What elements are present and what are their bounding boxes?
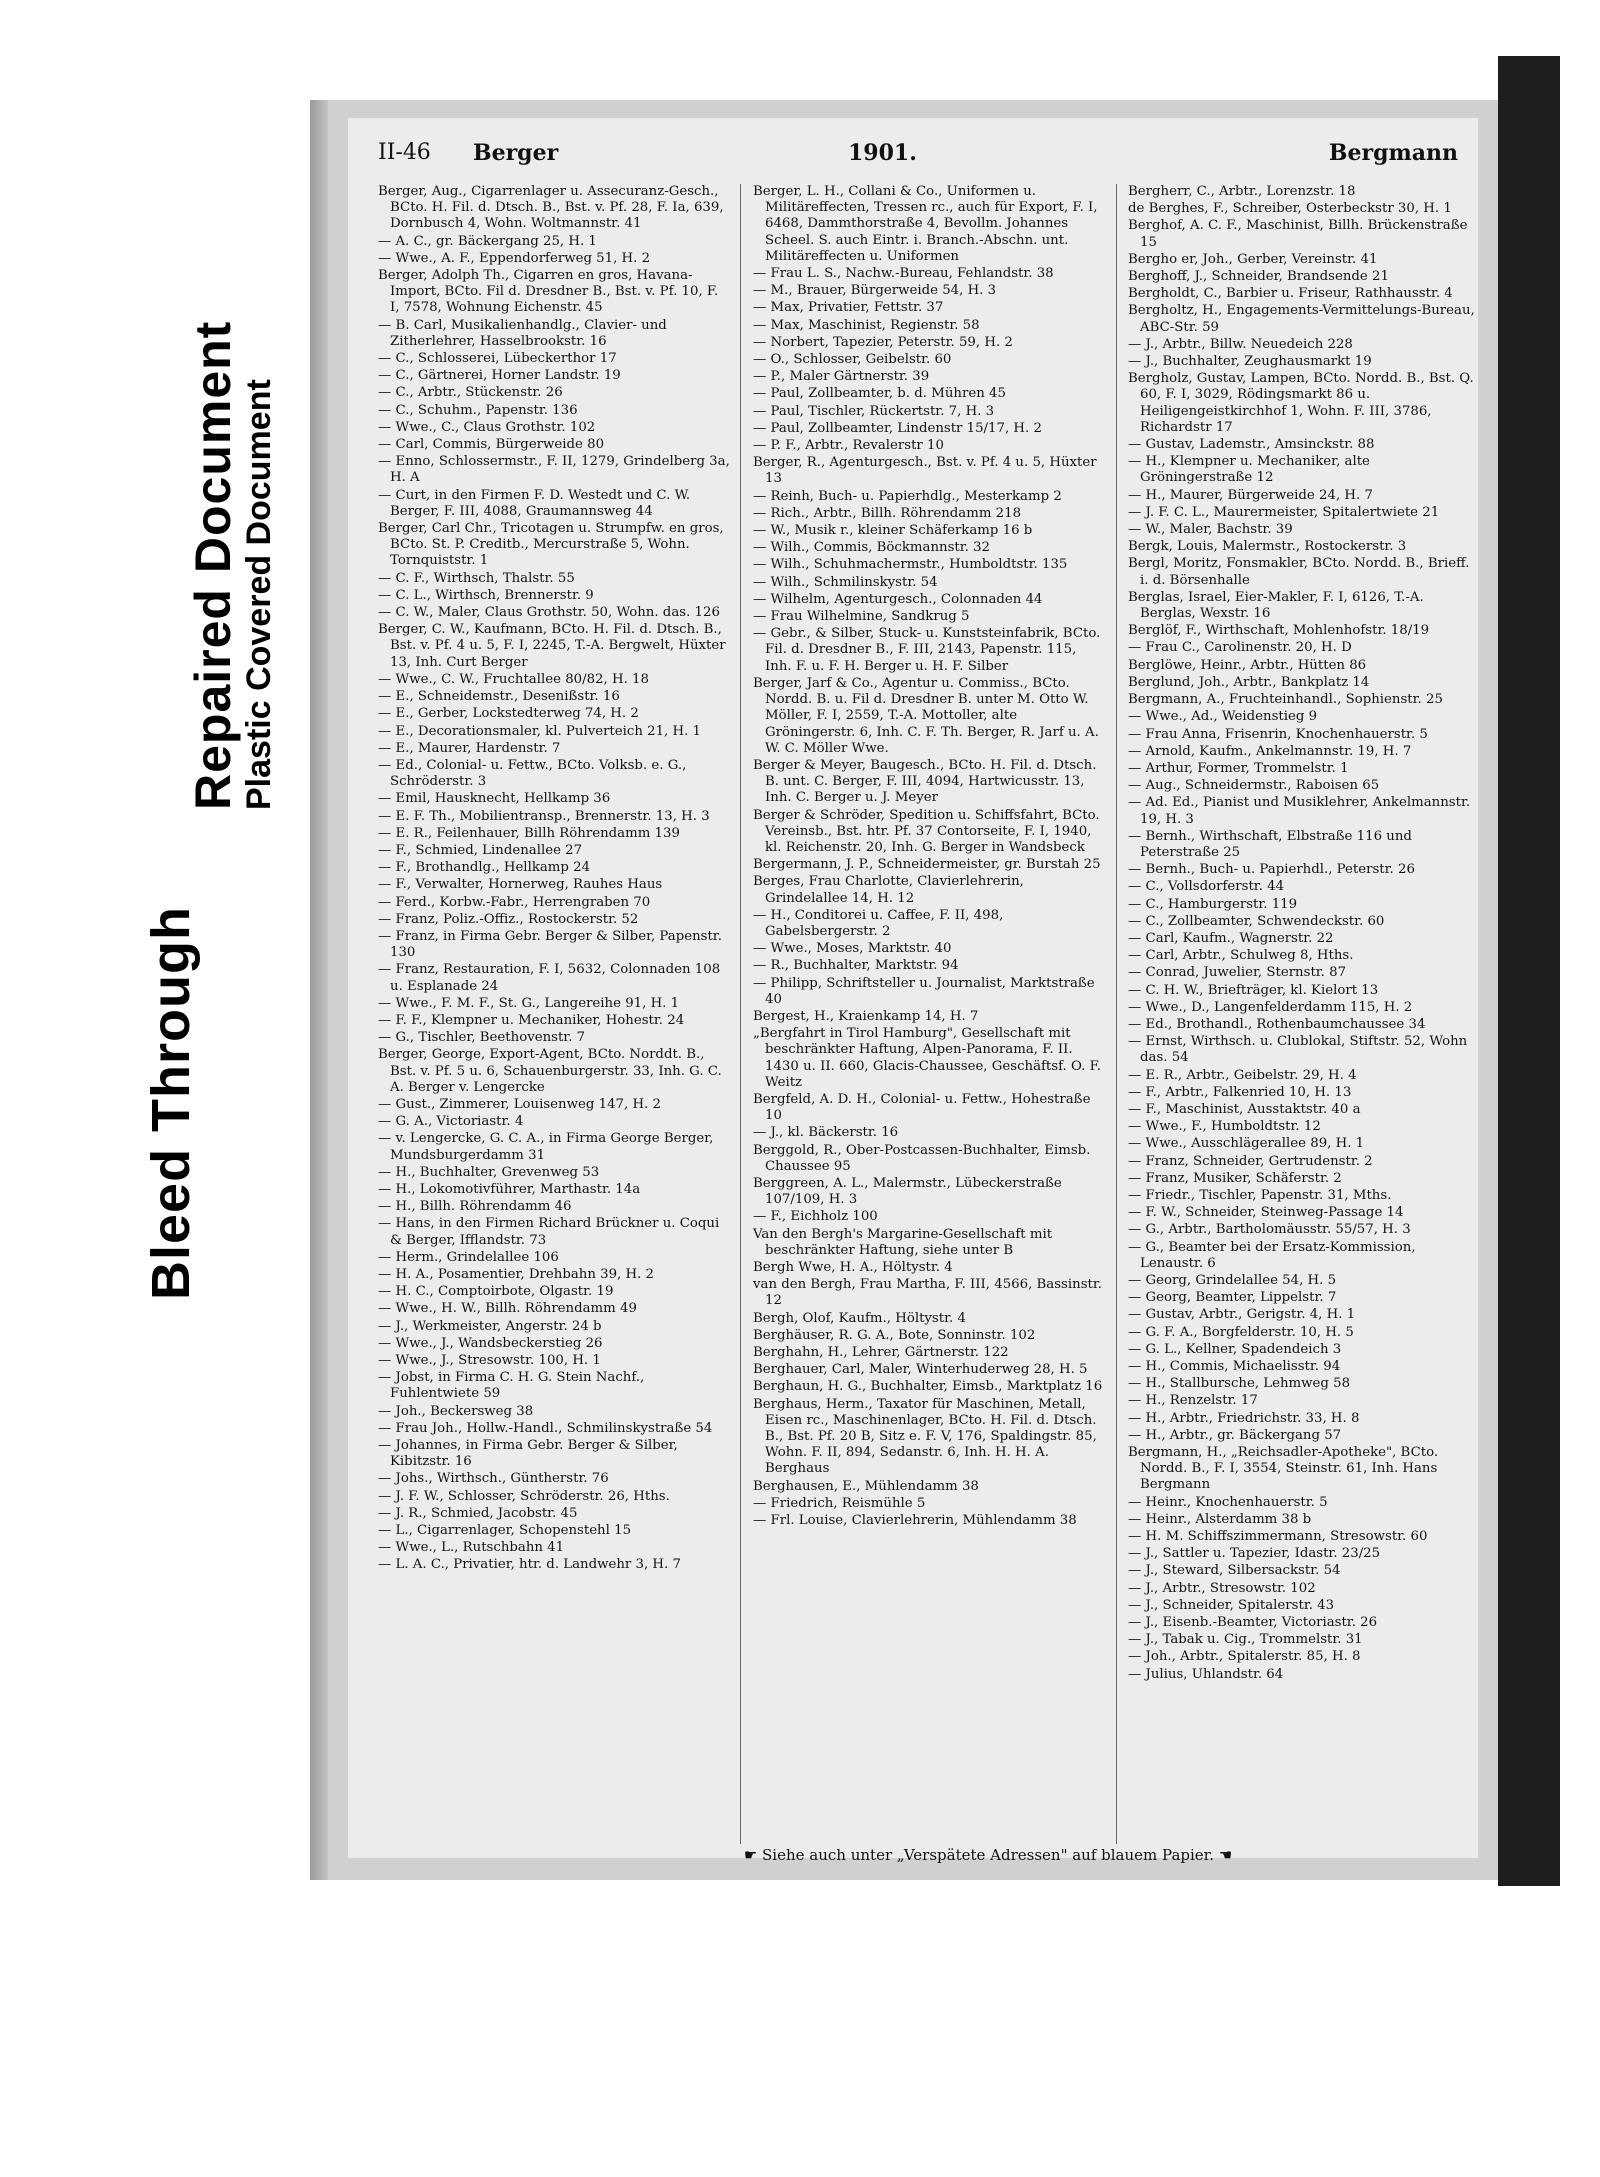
- column-divider: [1116, 184, 1117, 1844]
- bleed-through-label: Bleed Through: [141, 906, 201, 1300]
- directory-entry: — Wwe., Ausschlägerallee 89, H. 1: [1128, 1136, 1365, 1152]
- directory-entry: Berger, C. W., Kaufmann, BCto. H. Fil. d. Dtsch. B., Bst. v. Pf. 4 u. 5, F. I, 2245, T.-A. Bergwelt, Hüxter 13, Inh. Curt Berger: [378, 622, 726, 670]
- directory-entry: — Frl. Louise, Clavierlehrerin, Mühlendamm 38: [753, 1513, 1077, 1529]
- directory-entry: — Friedrich, Reismühle 5: [753, 1495, 926, 1511]
- directory-entry: — Arthur, Former, Trommelstr. 1: [1128, 760, 1349, 776]
- directory-entry: — H. M. Schiffszimmermann, Stresowstr. 60: [1128, 1529, 1428, 1545]
- directory-entry: — Wwe., J., Stresowstr. 100, H. 1: [378, 1353, 601, 1369]
- directory-entry: — Herm., Grindelallee 106: [378, 1249, 559, 1265]
- directory-entry: Berges, Frau Charlotte, Clavierlehrerin, Grindelallee 14, H. 12: [753, 874, 1024, 906]
- directory-entry: — H., Arbtr., gr. Bäckergang 57: [1128, 1427, 1342, 1443]
- directory-entry: — Wwe., L., Rutschbahn 41: [378, 1540, 565, 1556]
- directory-entry: — v. Lengercke, G. C. A., in Firma George Berger, Mundsburgerdamm 31: [378, 1131, 714, 1163]
- directory-entry: — Philipp, Schriftsteller u. Journalist, Marktstraße 40: [753, 975, 1095, 1007]
- directory-entry: Berghahn, H., Lehrer, Gärtnerstr. 122: [753, 1345, 1009, 1361]
- directory-entry: — Wwe., D., Langenfelderdamm 115, H. 2: [1128, 999, 1413, 1015]
- directory-entry: — Heinr., Alsterdamm 38 b: [1128, 1511, 1312, 1527]
- directory-entry: Bergmann, A., Fruchteinhandl., Sophienstr. 25: [1128, 692, 1443, 708]
- directory-entry: — H., Maurer, Bürgerweide 24, H. 7: [1128, 487, 1373, 503]
- directory-entry: — Carl, Commis, Bürgerweide 80: [378, 437, 605, 453]
- directory-entry: — Gebr., & Silber, Stuck- u. Kunststeinfabrik, BCto. Fil. d. Dresdner B., F. III, 2143, Papenstr. 115, Inh. F. u. F. H. Berger u. H. F. Silber: [753, 626, 1101, 674]
- directory-entry: — Frau Anna, Frisenrin, Knochenhauerstr. 5: [1128, 726, 1428, 742]
- directory-entry: — Paul, Tischler, Rückertstr. 7, H. 3: [753, 403, 995, 419]
- directory-entry: Bergk, Louis, Malermstr., Rostockerstr. 3: [1128, 539, 1407, 555]
- directory-entry: — P., Maler Gärtnerstr. 39: [753, 369, 930, 385]
- directory-entry: — H., Lokomotivführer, Marthastr. 14a: [378, 1181, 641, 1197]
- directory-entry: Berglund, Joh., Arbtr., Bankplatz 14: [1128, 674, 1370, 690]
- directory-entry: — B. Carl, Musikalienhandlg., Clavier- und Zitherlehrer, Hasselbrookstr. 16: [378, 317, 667, 349]
- directory-entry: — Wilh., Schmilinskystr. 54: [753, 574, 938, 590]
- directory-entry: — Ed., Brothandl., Rothenbaumchaussee 34: [1128, 1016, 1426, 1032]
- directory-entry: — J., Steward, Silbersackstr. 54: [1128, 1563, 1341, 1579]
- directory-entry: — Wwe., H. W., Billh. Röhrendamm 49: [378, 1301, 637, 1317]
- directory-entry: Bergholz, Gustav, Lampen, BCto. Nordd. B., Bst. Q. 60, F. I, 3029, Rödingsmarkt 86 u. Heiligengeistkirchhof 1, Wohn. F. III, 3786, Richardstr 17: [1128, 371, 1474, 435]
- directory-entry: — C., Zollbeamter, Schwendeckstr. 60: [1128, 913, 1385, 929]
- directory-entry: — J., Schneider, Spitalerstr. 43: [1128, 1597, 1335, 1613]
- page-footer-note: ☛ Siehe auch unter „Verspätete Adressen" auf blauem Papier. ☚: [743, 1846, 1233, 1864]
- directory-entry: — R., Buchhalter, Marktstr. 94: [753, 958, 959, 974]
- directory-entry: Bergh, Olof, Kaufm., Höltystr. 4: [753, 1310, 966, 1326]
- directory-entry: — Wwe., Ad., Weidenstieg 9: [1128, 709, 1318, 725]
- side-labels: [130, 300, 290, 1340]
- directory-entry: — E., Schneidemstr., Desenißstr. 16: [378, 689, 620, 705]
- directory-entry: — Carl, Arbtr., Schulweg 8, Hths.: [1128, 948, 1354, 964]
- directory-entry: — C., Arbtr., Stückenstr. 26: [378, 385, 563, 401]
- directory-entry: — Gustav, Arbtr., Gerigstr. 4, H. 1: [1128, 1307, 1356, 1323]
- directory-entry: — H. C., Comptoirbote, Olgastr. 19: [378, 1284, 614, 1300]
- repaired-document-label: Repaired Document: [185, 320, 241, 810]
- directory-entry: — F., Maschinist, Ausstaktstr. 40 a: [1128, 1101, 1361, 1117]
- directory-entry: — Joh., Beckersweg 38: [378, 1403, 534, 1419]
- directory-entry: Bergest, H., Kraienkamp 14, H. 7: [753, 1008, 979, 1024]
- directory-entry: — E. F. Th., Mobilientransp., Brennerstr. 13, H. 3: [378, 808, 710, 824]
- directory-entry: Berghof, A. C. F., Maschinist, Billh. Brückenstraße 15: [1128, 218, 1468, 250]
- directory-entry: — Georg, Grindelallee 54, H. 5: [1128, 1273, 1337, 1288]
- directory-entry: Berger & Meyer, Baugesch., BCto. H. Fil. d. Dtsch. B. unt. C. Berger, F. III, 4094, Hartwicusstr. 13, Inh. C. Berger u. J. Meyer: [753, 757, 1097, 806]
- directory-entry: — Aug., Schneidermstr., Raboisen 65: [1128, 778, 1380, 794]
- directory-entry: — G. F. A., Borgfelderstr. 10, H. 5: [1128, 1324, 1354, 1340]
- directory-entry: Bergl, Moritz, Fonsmakler, BCto. Nordd. B., Brieff. i. d. Börsenhalle: [1128, 556, 1470, 588]
- directory-entry: Berghausen, E., Mühlendamm 38: [753, 1478, 979, 1494]
- left-catchword: Berger: [473, 140, 559, 166]
- directory-entry: — Ferd., Korbw.-Fabr., Herrengraben 70: [378, 894, 651, 910]
- directory-page: [348, 118, 1478, 1864]
- directory-entry: — C., Gärtnerei, Horner Landstr. 19: [378, 368, 621, 384]
- directory-entry: Bergermann, J. P., Schneidermeister, gr. Burstah 25: [753, 857, 1101, 873]
- directory-entry: — Wwe., F., Humboldtstr. 12: [1128, 1119, 1321, 1135]
- directory-entry: — H., Klempner u. Mechaniker, alte Gröningerstraße 12: [1128, 454, 1370, 486]
- directory-entry: Van den Bergh's Margarine-Gesellschaft mit beschränkter Haftung, siehe unter B: [753, 1226, 1053, 1258]
- directory-entry: — Franz, Schneider, Gertrudenstr. 2: [1128, 1153, 1373, 1169]
- directory-entry: — Rich., Arbtr., Billh. Röhrendamm 218: [753, 505, 1022, 521]
- directory-entry: „Bergfahrt in Tirol Hamburg", Gesellschaft mit beschränkter Haftung, Alpen-Panorama, F. II. 1430 u. II. 660, Glacis-Chaussee, Geschäftsf. O. F. Weitz: [753, 1026, 1101, 1090]
- directory-entry: — Wwe., A. F., Eppendorferweg 51, H. 2: [378, 250, 651, 266]
- directory-entry: — H., Commis, Michaelisstr. 94: [1128, 1359, 1341, 1375]
- directory-entry: — Frau C., Carolinenstr. 20, H. D: [1128, 640, 1352, 656]
- directory-entry: Berggold, R., Ober-Postcassen-Buchhalter, Eimsb. Chaussee 95: [753, 1142, 1091, 1174]
- directory-entry: — Paul, Zollbeamter, b. d. Mühren 45: [753, 386, 1006, 402]
- directory-entry: Berger, R., Agenturgesch., Bst. v. Pf. 4 u. 5, Hüxter 13: [753, 455, 1097, 487]
- directory-entry: — Paul, Zollbeamter, Lindenstr 15/17, H. 2: [753, 420, 1042, 436]
- directory-entry: — G., Arbtr., Bartholomäusstr. 55/57, H. 3: [1128, 1222, 1411, 1238]
- directory-entry: Berghäuser, R. G. A., Bote, Sonninstr. 102: [753, 1327, 1036, 1343]
- directory-entry: — E. R., Feilenhauer, Billh Röhrendamm 139: [378, 825, 680, 841]
- directory-entry: — Hans, in den Firmen Richard Brückner u. Coqui & Berger, Ifflandstr. 73: [378, 1216, 720, 1248]
- directory-entry: — Max, Maschinist, Regienstr. 58: [753, 317, 980, 333]
- directory-entry: Bergfeld, A. D. H., Colonial- u. Fettw., Hohestraße 10: [753, 1091, 1091, 1124]
- directory-entry: — J., kl. Bäckerstr. 16: [753, 1125, 899, 1141]
- directory-entry: — W., Musik r., kleiner Schäferkamp 16 b: [753, 523, 1033, 539]
- directory-entry: — Bernh., Buch- u. Papierhdl., Peterstr. 26: [1128, 862, 1415, 878]
- directory-entry: — H. A., Posamentier, Drehbahn 39, H. 2: [378, 1267, 655, 1282]
- directory-entry: — Arnold, Kaufm., Ankelmannstr. 19, H. 7: [1128, 743, 1412, 759]
- directory-entry: — H., Stallbursche, Lehmweg 58: [1128, 1376, 1351, 1392]
- directory-entry: — Emil, Hausknecht, Hellkamp 36: [378, 791, 611, 807]
- directory-entry: — Franz, Poliz.-Offiz., Rostockerstr. 52: [378, 911, 639, 927]
- directory-entry: — Ad. Ed., Pianist und Musiklehrer, Ankelmannstr. 19, H. 3: [1128, 795, 1471, 827]
- page-number: II-46: [378, 140, 431, 165]
- column-divider: [740, 184, 741, 1844]
- directory-entry: — Jobst, in Firma C. H. G. Stein Nachf., Fuhlentwiete 59: [378, 1370, 645, 1402]
- directory-entry: de Berghes, F., Schreiber, Osterbeckstr 30, H. 1: [1128, 201, 1452, 217]
- directory-entry: Berger, Carl Chr., Tricotagen u. Strumpfw. en gros, BCto. St. P. Creditb., Mercurstraße 5, Wohn. Tornquiststr. 1: [378, 521, 724, 569]
- directory-entry: — C., Schlosserei, Lübeckerthor 17: [378, 351, 617, 367]
- directory-entry: — G., Beamter bei der Ersatz-Kommission, Lenaustr. 6: [1128, 1239, 1416, 1271]
- directory-entry: — Bernh., Wirthschaft, Elbstraße 116 und Peterstraße 25: [1128, 828, 1412, 860]
- directory-entry: Bergholdt, C., Barbier u. Friseur, Rathhausstr. 4: [1128, 286, 1453, 302]
- directory-entry: — Heinr., Knochenhauerstr. 5: [1128, 1494, 1328, 1510]
- directory-entry: van den Bergh, Frau Martha, F. III, 4566, Bassinstr. 12: [753, 1277, 1102, 1309]
- directory-entry: — O., Schlosser, Geibelstr. 60: [753, 352, 952, 368]
- directory-entry: — Ed., Colonial- u. Fettw., BCto. Volksb. e. G., Schröderstr. 3: [378, 757, 687, 790]
- directory-entry: — J., Tabak u. Cig., Trommelstr. 31: [1128, 1632, 1363, 1648]
- directory-entry: — G. A., Victoriastr. 4: [378, 1114, 524, 1130]
- directory-entry: — Wwe., J., Wandsbeckerstieg 26: [378, 1335, 603, 1351]
- directory-entry: — Carl, Kaufm., Wagnerstr. 22: [1128, 930, 1334, 946]
- directory-entry: — H., Billh. Röhrendamm 46: [378, 1199, 572, 1215]
- directory-entry: — J. F. C. L., Maurermeister, Spitalertwiete 21: [1128, 504, 1440, 520]
- directory-entry: Berghaus, Herm., Taxator für Maschinen, Metall, Eisen rc., Maschinenlager, BCto. H. Fil. d. Dtsch. B., Bst. Pf. 20 B, Sitz e. F. V, 176, Spaldingstr. 85, Wohn. F. II, 894, Sedanstr. 6, Inh. H. H. A. Berghaus: [753, 1396, 1097, 1477]
- directory-entry: — Frau Wilhelmine, Sandkrug 5: [753, 609, 970, 625]
- directory-entry: — J., Eisenb.-Beamter, Victoriastr. 26: [1128, 1615, 1378, 1631]
- directory-entry: — Wilhelm, Agenturgesch., Colonnaden 44: [753, 591, 1043, 607]
- directory-entry: — Norbert, Tapezier, Peterstr. 59, H. 2: [753, 334, 1013, 350]
- plastic-covered-label: Plastic Covered Document: [240, 379, 278, 810]
- directory-entry: — Enno, Schlossermstr., F. II, 1279, Grindelberg 3a, H. A: [378, 454, 730, 486]
- directory-entry: — Gustav, Lademstr., Amsinckstr. 88: [1128, 437, 1375, 453]
- directory-entry: — C. H. W., Briefträger, kl. Kielort 13: [1128, 982, 1379, 998]
- directory-entry: — J. F. W., Schlosser, Schröderstr. 26, Hths.: [378, 1488, 670, 1504]
- directory-entry: — Max, Privatier, Fettstr. 37: [753, 300, 944, 316]
- directory-entry: — F., Brothandlg., Hellkamp 24: [378, 860, 591, 876]
- directory-entry: — Georg, Beamter, Lippelstr. 7: [1128, 1290, 1337, 1306]
- directory-entry: — Friedr., Tischler, Papenstr. 31, Mths.: [1128, 1187, 1392, 1203]
- directory-entry: Berger, L. H., Collani & Co., Uniformen u. Militäreffecten, Tressen rc., auch für Export, F. I, 6468, Dammthorstraße 4, Bevollm. Johannes Scheel. S. auch Eintr. i. Branch.-Abschn. unt. Militäreffecten u. Uniformen: [753, 184, 1098, 264]
- directory-entry: Berglas, Israel, Eier-Makler, F. I, 6126, T.-A. Berglas, Wexstr. 16: [1128, 589, 1424, 622]
- directory-entry: — Frau L. S., Nachw.-Bureau, Fehlandstr. 38: [753, 266, 1054, 282]
- directory-entry: — J., Arbtr., Stresowstr. 102: [1128, 1580, 1316, 1596]
- right-catchword: Bergmann: [1328, 140, 1458, 166]
- directory-entry: — Curt, in den Firmen F. D. Westedt und C. W. Berger, F. III, 4088, Graumannsweg 44: [378, 487, 691, 519]
- directory-entry: — F., Arbtr., Falkenried 10, H. 13: [1128, 1084, 1352, 1100]
- directory-entry: Berglöf, F., Wirthschaft, Mohlenhofstr. 18/19: [1128, 623, 1430, 639]
- directory-entry: Berghauer, Carl, Maler, Winterhuderweg 28, H. 5: [753, 1362, 1088, 1378]
- directory-entry: — Wwe., C., Claus Grothstr. 102: [378, 419, 596, 435]
- right-column: [1128, 184, 1480, 1684]
- directory-entry: — C., Hamburgerstr. 119: [1128, 896, 1298, 912]
- directory-entry: — E., Maurer, Hardenstr. 7: [378, 740, 561, 756]
- middle-column: [753, 184, 1105, 1530]
- directory-entry: — H., Renzelstr. 17: [1128, 1393, 1258, 1409]
- directory-entry: — J., Arbtr., Billw. Neuedeich 228: [1128, 336, 1353, 352]
- page-binding: [310, 100, 328, 1880]
- directory-entry: — H., Buchhalter, Grevenweg 53: [378, 1164, 600, 1180]
- directory-entry: Berglöwe, Heinr., Arbtr., Hütten 86: [1128, 657, 1367, 673]
- directory-entry: — H., Conditorei u. Caffee, F. II, 498, Gabelsbergerstr. 2: [753, 907, 1004, 939]
- directory-entry: — J., Werkmeister, Angerstr. 24 b: [378, 1318, 602, 1334]
- directory-entry: — F., Schmied, Lindenallee 27: [378, 842, 583, 858]
- directory-entry: — Wwe., Moses, Marktstr. 40: [753, 941, 952, 957]
- directory-entry: — E., Gerber, Lockstedterweg 74, H. 2: [378, 706, 639, 722]
- directory-entry: — C., Schuhm., Papenstr. 136: [378, 402, 578, 418]
- directory-entry: — C. F., Wirthsch, Thalstr. 55: [378, 570, 575, 586]
- directory-entry: Berger, Aug., Cigarrenlager u. Assecuranz-Gesch., BCto. H. Fil. d. Dtsch. B., Bst. v. Pf. 28, F. Ia, 639, Dornbusch 4, Wohn. Woltmannstr. 41: [378, 184, 724, 232]
- directory-entry: — Johannes, in Firma Gebr. Berger & Silber, Kibitzstr. 16: [378, 1438, 678, 1470]
- directory-entry: Berger, Jarf & Co., Agentur u. Commiss., BCto. Nordd. B. u. Fil d. Dresdner B. unter M. Otto W. Möller, F. I, 2559, T.-A. Mottoller, alte Gröningerstr. 6, Inh. C. F. Th. Berger, R. Jarf u. A. W. C. Möller Wwe.: [753, 675, 1099, 756]
- directory-entry: — F. F., Klempner u. Mechaniker, Hohestr. 24: [378, 1012, 685, 1028]
- directory-entry: — C., Vollsdorferstr. 44: [1128, 879, 1285, 895]
- directory-entry: — F., Verwalter, Hornerweg, Rauhes Haus: [378, 877, 663, 893]
- directory-entry: — Wilh., Schuhmachermstr., Humboldtstr. 135: [753, 557, 1068, 573]
- directory-entry: Bergho er, Joh., Gerber, Vereinstr. 41: [1128, 251, 1378, 267]
- directory-entry: — Julius, Uhlandstr. 64: [1128, 1666, 1284, 1682]
- directory-entry: — Wilh., Commis, Böckmannstr. 32: [753, 540, 991, 556]
- directory-entry: — M., Brauer, Bürgerweide 54, H. 3: [753, 283, 997, 299]
- directory-entry: — Wwe., F. M. F., St. G., Langereihe 91, H. 1: [378, 995, 680, 1011]
- left-column: [378, 184, 730, 1575]
- scan-edge-shadow: [1498, 56, 1560, 1886]
- directory-entry: — Franz, in Firma Gebr. Berger & Silber, Papenstr. 130: [378, 928, 722, 961]
- directory-entry: — F., Eichholz 100: [753, 1209, 878, 1225]
- directory-entry: — J., Buchhalter, Zeughausmarkt 19: [1128, 354, 1372, 370]
- directory-entry: Bergmann, H., „Reichsadler-Apotheke", BCto. Nordd. B., F. I, 3554, Steinstr. 61, Inh. Hans Bergmann: [1128, 1445, 1439, 1493]
- directory-entry: — Frau Joh., Hollw.-Handl., Schmilinskystraße 54: [378, 1420, 713, 1436]
- directory-entry: — Franz, Musiker, Schäferstr. 2: [1128, 1170, 1342, 1186]
- directory-entry: — C. W., Maler, Claus Grothstr. 50, Wohn. das. 126: [378, 605, 720, 621]
- directory-entry: — Gust., Zimmerer, Louisenweg 147, H. 2: [378, 1096, 661, 1112]
- directory-entry: — P. F., Arbtr., Revalerstr 10: [753, 438, 944, 454]
- directory-entry: Berger, Adolph Th., Cigarren en gros, Havana-Import, BCto. Fil d. Dresdner B., Bst. v. Pf. 10, F. I, 7578, Wohnung Eichenstr. 45: [378, 268, 719, 316]
- directory-entry: — Johs., Wirthsch., Güntherstr. 76: [378, 1471, 609, 1487]
- directory-entry: — Wwe., C. W., Fruchtallee 80/82, H. 18: [378, 671, 649, 687]
- directory-entry: — C. L., Wirthsch, Brennerstr. 9: [378, 587, 594, 603]
- directory-entry: Berghoff, J., Schneider, Brandsende 21: [1128, 269, 1389, 285]
- directory-entry: — G. L., Kellner, Spadendeich 3: [1128, 1341, 1342, 1357]
- directory-entry: — G., Tischler, Beethovenstr. 7: [378, 1030, 586, 1046]
- page-header: [378, 140, 1458, 176]
- directory-entry: Berghaun, H. G., Buchhalter, Eimsb., Marktplatz 16: [753, 1379, 1103, 1395]
- directory-entry: Berger, George, Export-Agent, BCto. Norddt. B., Bst. v. Pf. 5 u. 6, Schauenburgerstr. 33, Inh. G. C. A. Berger v. Lengercke: [378, 1047, 722, 1095]
- directory-entry: — F. W., Schneider, Steinweg-Passage 14: [1128, 1205, 1404, 1221]
- directory-entry: — H., Arbtr., Friedrichstr. 33, H. 8: [1128, 1410, 1360, 1426]
- directory-entry: Berggreen, A. L., Malermstr., Lübeckerstraße 107/109, H. 3: [753, 1175, 1062, 1208]
- directory-entry: Bergherr, C., Arbtr., Lorenzstr. 18: [1128, 184, 1356, 199]
- directory-entry: — L., Cigarrenlager, Schopenstehl 15: [378, 1523, 632, 1539]
- directory-entry: — Conrad, Juwelier, Sternstr. 87: [1128, 965, 1347, 981]
- directory-entry: — J. R., Schmied, Jacobstr. 45: [378, 1505, 578, 1521]
- directory-entry: — A. C., gr. Bäckergang 25, H. 1: [378, 233, 597, 249]
- directory-entry: Bergh Wwe, H. A., Höltystr. 4: [753, 1260, 953, 1275]
- directory-entry: — E., Decorationsmaler, kl. Pulverteich 21, H. 1: [378, 723, 702, 739]
- page-year: 1901.: [848, 140, 917, 166]
- directory-entry: — Joh., Arbtr., Spitalerstr. 85, H. 8: [1128, 1649, 1361, 1665]
- directory-entry: Bergholtz, H., Engagements-Vermittelungs-Bureau, ABC-Str. 59: [1128, 303, 1475, 335]
- directory-entry: — E. R., Arbtr., Geibelstr. 29, H. 4: [1128, 1067, 1357, 1083]
- directory-entry: Berger & Schröder, Spedition u. Schiffsfahrt, BCto. Vereinsb., Bst. htr. Pf. 37 Contorseite, F. I, 1940, kl. Reichenstr. 20, Inh. G. Berger in Wandsbeck: [753, 807, 1100, 855]
- directory-entry: — J., Sattler u. Tapezier, Idastr. 23/25: [1128, 1546, 1381, 1562]
- scanned-page: [310, 100, 1560, 1880]
- directory-entry: — L. A. C., Privatier, htr. d. Landwehr 3, H. 7: [378, 1557, 681, 1573]
- directory-entry: — Reinh, Buch- u. Papierhdlg., Mesterkamp 2: [753, 488, 1062, 504]
- directory-entry: — Ernst, Wirthsch. u. Clublokal, Stiftstr. 52, Wohn das. 54: [1128, 1034, 1468, 1066]
- directory-entry: — W., Maler, Bachstr. 39: [1128, 522, 1293, 538]
- directory-entry: — Franz, Restauration, F. I, 5632, Colonnaden 108 u. Esplanade 24: [378, 962, 721, 994]
